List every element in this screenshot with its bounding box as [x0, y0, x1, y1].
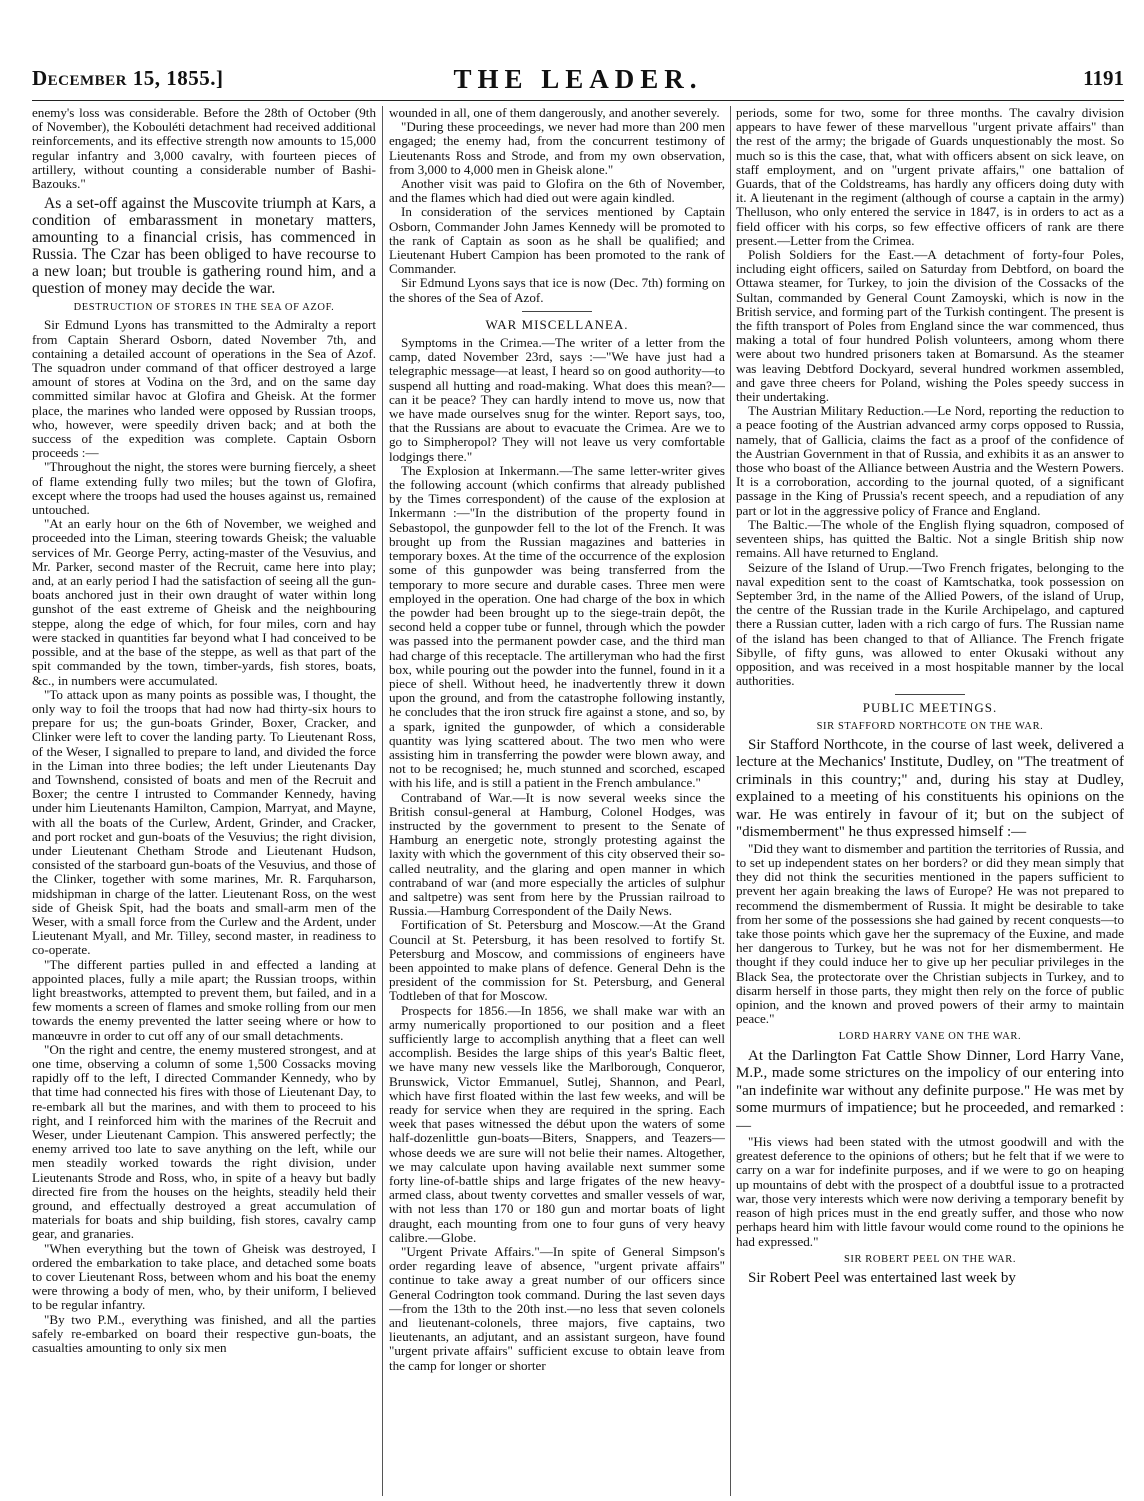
- col1-leader-paragraph: As a set-off against the Muscovite triumph at Kars, a condition of embarassment in monetary matters, amounting to a financial crisis, has commenced in Russia. The Czar has been obliged to have recourse to a new loan; but trouble is gathering round him, and a question of money may decide the war.: [32, 195, 376, 298]
- col3-paragraph: periods, some for two, some for three months. The cavalry division appears to have fewer of these marvellous "urgent private affairs" than the rest of the army; the brigade of Guards unquestionably the most. So much so is this the case, that, what with officers absent on sick leave, on staff employment, and on "urgent private affairs," one battalion of Guards, that of the Coldstreams, has hardly any officers doing duty with it. A lieutenant in the regiment (although of course a captain in the army) Thelluson, who only entered the service in 1847, is in orders to act as a field officer with his corps, so few effective officers of rank are there present.—Letter from the Crimea.: [736, 106, 1124, 248]
- col2-paragraph: Symptoms in the Crimea.—The writer of a letter from the camp, dated November 23rd, says :—"We have just had a telegraphic message—at least, I heard so on good authority—to suspend all hutting and road-making. What does this mean?—can it be peace? They can hardly intend to move us, now that we have made ourselves snug for the winter. Report says, too, that the Russians are about to evacuate the Crimea. Are we to go to Simpheropol? They will not leave us very comfortable lodgings there.": [389, 335, 725, 464]
- col2-paragraph: Another visit was paid to Glofira on the 6th of November, and the flames which had died out were again kindled.: [389, 176, 725, 206]
- col3-leader-paragraph: Sir Robert Peel was entertained last week by: [748, 1269, 1016, 1286]
- col2-paragraph: "During these proceedings, we never had more than 200 men engaged; the enemy had, from the concurrent testimony of Lieutenants Ross and Strode, and from my own observation, from 3,000 to 4,000 men in Gheisk alone.": [389, 119, 725, 177]
- subheading-vane: LORD HARRY VANE ON THE WAR.: [838, 1031, 1022, 1043]
- column-3: [736, 106, 1124, 1494]
- column-1: [32, 106, 376, 1494]
- col3-paragraph: The Baltic.—The whole of the English flying squadron, composed of seventeen ships, has quitted the Baltic. Not a single British ship now remains. All have returned to England.: [736, 516, 1124, 561]
- section-heading-azof: DESTRUCTION OF STORES IN THE SEA OF AZOF.: [73, 302, 335, 314]
- col3-paragraph: "Did they want to dismember and partition the territories of Russia, and to set up independent states on her borders? or did they mean simply that they did not think the securities mentioned in the papers sufficient to prevent her again breaking the laws of Europe? He was not prepared to recommend the dismemberment of Russia. It might be desirable to take from her some of the possessions she had gained by recent conquests—to take those points which gave her the supremacy of the Euxine, and made her dangerous to Turkey, but he was not for her dismemberment. He thought if they could induce her to give up her peculiar privileges in the Black Sea, the protectorate over the Christian subjects in Turkey, and to disarm herself in those parts, they might then rely on the force of public opinion, and the known and proved powers of their army to maintain peace.": [736, 840, 1124, 1027]
- col3-paragraph: Polish Soldiers for the East.—A detachment of forty-four Poles, including eight officers, sailed on Saturday from Debtford, on board the Ottawa steamer, for Turkey, to join the division of the Cossacks of the Sultan, commanded by General Count Zamoyski, which is now in the British service, and forming part of the Turkish contingent. The present is the fifth transport of Poles from England since the war commenced, thus making a total of four hundred Polish volunteers, among whom there were about two hundred prisoners taken at Bomarsund. As the steamer was leaving Debtford Dockyard, several hundred workmen assembled, and gave three cheers for Poland, wishing the Poles speedy success in their undertaking.: [736, 247, 1124, 405]
- col2-paragraph: "Urgent Private Affairs."—In spite of General Simpson's order regarding leave of absence, "urgent private affairs" continue to take away a great number of our officers since General Codrington took command. During the last seven days—from the 13th to the 20th inst.—no less that seven colonels and lieutenant-colonels, three majors, five captains, two lieutenants, an adjutant, and an assistant surgeon, have found "urgent private affairs" sufficient excuse to obtain leave from the camp for longer or shorter: [389, 1244, 725, 1373]
- col1-paragraph: "When everything but the town of Gheisk was destroyed, I ordered the embarkation to take place, and detached some boats to cover Lieutenant Ross, between whom and his boat the enemy were throwing a body of men, who, by their uniform, I believed to be regular infantry.: [32, 1240, 376, 1313]
- section-heading-public-meetings: PUBLIC MEETINGS.: [862, 700, 998, 716]
- masthead: [32, 66, 1124, 100]
- col3-paragraph: Seizure of the Island of Urup.—Two French frigates, belonging to the naval expedition sent to the coast of Kamtschatka, took possession on September 3rd, in the name of the Allied Powers, of the island of Urup, the centre of the Russian trade in the Kurile Archipelago, and captured there a Russian cutter, laden with a rich cargo of furs. The Russian name of the island has been changed to that of Alliance. The French frigate Sibylle, of fifty guns, was allowed to enter Okusaki without any opposition, and was received in a most hospitable manner by the local authorities.: [736, 559, 1124, 689]
- col1-paragraph: "To attack upon as many points as possible was, I thought, the only way to foil the troops that had now had thirty-six hours to prepare for us; the gun-boats Grinder, Boxer, Cracker, and Clinker were left to cover the landing party. To Lieutenant Ross, of the Weser, I signalled to prepare to land, and divided the force in the Liman into three bodies; the left under Lieutenants Day and Townshend, consisted of boats and men of the Recruit and Boxer; the centre I intrusted to Commander Kennedy, having under him Lieutenants Hamilton, Campion, Marryat, and Mayne, with all the boats of the Curlew, Ardent, Grinder, and Cracker, and port rocket and gun-boats of the Vesuvius; the right division, under Lieutenant Chetham Strode and Lieutenant Hudson, consisted of the starboard gun-boats of the Vesuvius, and those of the Clinker, together with some marines, Mr. R. Farquharson, midshipman in charge of the latter. Lieutenant Ross, on the west side of Gheisk Spit, had the boats and small-arm men of the Weser, with a small force from the Curlew and the Ardent, under Lieutenant Myall, and Mr. Tilley, second master, in readiness to co-operate.: [32, 686, 376, 958]
- col1-paragraph: "On the right and centre, the enemy mustered strongest, and at one time, observing a column of some 1,500 Cossacks moving rapidly off to the left, I directed Commander Kennedy, who by that time had connected his fires with those of Lieutenant Day, to re-embark all but the marines, and with them to proceed to his right, and I reinforced him with the marines of the Recruit and Weser, under Lieutenant Campion. This answered perfectly; the enemy arrived too late to save anything on the left, while our men steadily worked towards the right division, under Lieutenants Strode and Ross, who, in spite of a heavy but badly directed fire from the houses on the heights, steadily held their ground, and effectually destroyed a great accumulation of materials for boats and ship building, fish stores, cavalry camp gear, and granaries.: [32, 1041, 376, 1242]
- page-number: 1191: [1083, 66, 1124, 90]
- issue-date: December 15, 1855.]: [32, 66, 224, 90]
- col3-paragraph: "His views had been stated with the utmost goodwill and with the greatest deference to the opinions of others; but he felt that if we were to carry on a war for indefinite purposes, and if we were to go on heaping up mountains of debt with the prospect of a doubtful issue to a protracted war, those very interests which were now deriving a temporary benefit by reason of high prices must in the end greatly suffer, and those who now perhaps heard him with little favour would come round to the opinions he had expressed.": [736, 1134, 1124, 1249]
- col1-paragraph: "By two P.M., everything was finished, and all the parties safely re-embarked on board their respective gun-boats, the casualties amounting to only six men: [32, 1311, 376, 1356]
- newspaper-title: THE LEADER.: [453, 64, 703, 94]
- col1-paragraph: "At an early hour on the 6th of November, we weighed and proceeded into the Liman, steering towards Gheisk; the valuable services of Mr. George Perry, acting-master of the Vesuvius, and Mr. Parker, second master of the Recruit, came here into play; and, at an early period I had the satisfaction of seeing all the gun-boats anchored just in their own draught of water within long gunshot of the east extreme of Gheisk and the neighbouring steppe, along the edge of which, for four miles, corn and hay were stacked in quantities far beyond what I had conceived to be possible, and at the base of the steppe, as well as that part of the spit commanded by the town, timber-yards, fish stores, boats, &c., in numbers were accumulated.: [32, 516, 376, 688]
- col2-paragraph: Sir Edmund Lyons says that ice is now (Dec. 7th) forming on the shores of the Sea of Azof.: [389, 275, 725, 305]
- col2-paragraph: The Explosion at Inkermann.—The same letter-writer gives the following account (which confirms that already published by the Times correspondent) of the cause of the explosion at Inkermann :—"In the distribution of the property found in Sebastopol, the gunpowder fell to the lot of the French. It was brought up from the Russian magazines and batteries in temporary boxes. At the time of the occurrence of the explosion some of this gunpowder was being transferred from the temporary to more secure and durable cases. Three men were employed in the operation. One had charge of the box in which the powder had been brought up to the siege-train depôt, the second held a copper tube or funnel, through which the powder was passed into the permanent powder case, and the third man had charge of this receptacle. The artilleryman who had the first box, while pouring out the powder into the funnel, found in it a piece of shell. Without heed, he inadvertently threw it down upon the ground, and from the catastrophe following instantly, he concludes that the iron struck fire against a stone, and so, by a spark, ignited the gunpowder, of which a considerable quantity was lying scattered about. The two men who were assisting him in transferring the powder were blown away, and not to be recognised; he, much stunned and scorched, escaped with his life, and is still a patient in the French ambulance.": [389, 462, 725, 791]
- col1-paragraph: enemy's loss was considerable. Before the 28th of October (9th of November), the Kobouléti detachment had received additional reinforcements, and its effective strength now amounts to 15,000 regular infantry and 3,000 cavalry, with fourteen pieces of artillery, without counting a considerable number of Bashi-Bazouks.": [32, 106, 376, 192]
- section-separator: [895, 694, 965, 695]
- col2-paragraph: wounded in all, one of them dangerously, and another severely.: [389, 106, 720, 120]
- col3-leader-paragraph: Sir Stafford Northcote, in the course of last week, delivered a lecture at the Mechanics' Institute, Dudley, on "The treatment of criminals in this country;" and, during his stay at Dudley, explained to a meeting of his constituents his opinions on the war. He was entirely in favour of it; but on the subject of "dismemberment" he thus expressed himself :—: [736, 736, 1124, 841]
- column-2: [389, 106, 725, 1494]
- col2-paragraph: Prospects for 1856.—In 1856, we shall make war with an army numerically proportioned to our position and a fleet sufficiently large to accomplish anything that a fleet can well accomplish. Besides the large ships of this year's Baltic fleet, we have many new vessels like the Marlborough, Conqueror, Brunswick, Victor Emmanuel, Sutlej, Shannon, and Pearl, which have first floated within the last few weeks, and will be ready for service when they are required in the spring. Each week that pases witnessed the début upon the waters of some half-dozenlittle gun-boats—Biters, Snappers, and Teazers—whose deeds we are sure will not belie their names. Altogether, we may calculate upon having available next summer some forty line-of-battle ships and large frigates of the new heavy-armed class, about twenty corvettes and smaller vessels of war, with not less than 170 or 180 gun and mortar boats of light draught, each mounting from one to four guns of very heavy calibre.—Globe.: [389, 1002, 725, 1245]
- masthead-rule: [32, 100, 1124, 101]
- subheading-northcote: SIR STAFFORD NORTHCOTE ON THE WAR.: [816, 720, 1044, 732]
- col1-paragraph: "Throughout the night, the stores were burning fiercely, a sheet of flame extending fully two miles; but the town of Glofira, except where the troops had used the houses against us, remained untouched.: [32, 459, 376, 518]
- col2-paragraph: In consideration of the services mentioned by Captain Osborn, Commander John James Kennedy will be promoted to the rank of Captain as soon as he shall be qualified; and Lieutenant Hubert Campion has been promoted to the rank of Commander.: [389, 204, 725, 277]
- col1-paragraph: "The different parties pulled in and effected a landing at appointed places, fully a mile apart; the Russian troops, within light breastworks, attempted to prevent them, but failed, and in a few moments a screen of flames and smoke rolling from our men towards the enemy prevented the latter seeing where or how to manœuvre in order to cut off any of our small detachments.: [32, 956, 376, 1043]
- col3-paragraph: The Austrian Military Reduction.—Le Nord, reporting the reduction to a peace footing of the Austrian advanced army corps opposed to Russia, namely, that of Gallicia, claims the fact as a proof of the confidence of the Austrian Government in that of Russia, and exhibits it as an answer to those who boast of the Alliance between Austria and the Western Powers. It is a corroboration, according to the journal quoted, of a significant passage in the King of Prussia's recent speech, and a repudiation of any part or lot in the aggressive policy of France and England.: [736, 403, 1124, 518]
- column-divider: [382, 106, 383, 1496]
- col2-paragraph: Contraband of War.—It is now several weeks since the British consul-general at Hamburg, Colonel Hodges, was instructed by the government to present to the Senate of Hamburg an energetic note, strongly protesting against the laxity with which the government of this city observed their so-called neutrality, and the glaring and open manner in which contraband of war (and more especially the articles of sulphur and saltpetre) was sent from here by the Prussian railroad to Russia.—Hamburg Correspondent of the Daily News.: [389, 789, 725, 919]
- column-divider: [730, 106, 731, 1496]
- section-heading-war-miscellanea: WAR MISCELLANEA.: [485, 316, 629, 332]
- section-separator: [522, 311, 592, 312]
- col3-leader-paragraph: At the Darlington Fat Cattle Show Dinner, Lord Harry Vane, M.P., made some strictures on the impolicy of our entering into "an indefinite war without any definite purpose." He was met by some murmurs of impatience; but he proceeded, and remarked :—: [736, 1047, 1124, 1134]
- col1-paragraph: Sir Edmund Lyons has transmitted to the Admiralty a report from Captain Sherard Osborn, dated November 7th, and containing a detailed account of operations in the Sea of Azof. The squadron under command of that officer destroyed a large amount of stores at Vodina on the 3rd, and on the same day committed similar havoc at Glofira and Gheisk. At the former place, the marines who landed were opposed by Russian troops, who, however, were speedily driven back; and at both the success of the expedition was complete. Captain Osborn proceeds :—: [32, 317, 376, 461]
- subheading-peel: SIR ROBERT PEEL ON THE WAR.: [843, 1253, 1017, 1265]
- col2-paragraph: Fortification of St. Petersburg and Moscow.—At the Grand Council at St. Petersburg, it has been resolved to fortify St. Petersburg and Moscow, and commissions of engineers have been appointed to make plans of defence. General Dehn is the president of the commission for St. Petersburg, and General Todtleben of that for Moscow.: [389, 917, 725, 1004]
